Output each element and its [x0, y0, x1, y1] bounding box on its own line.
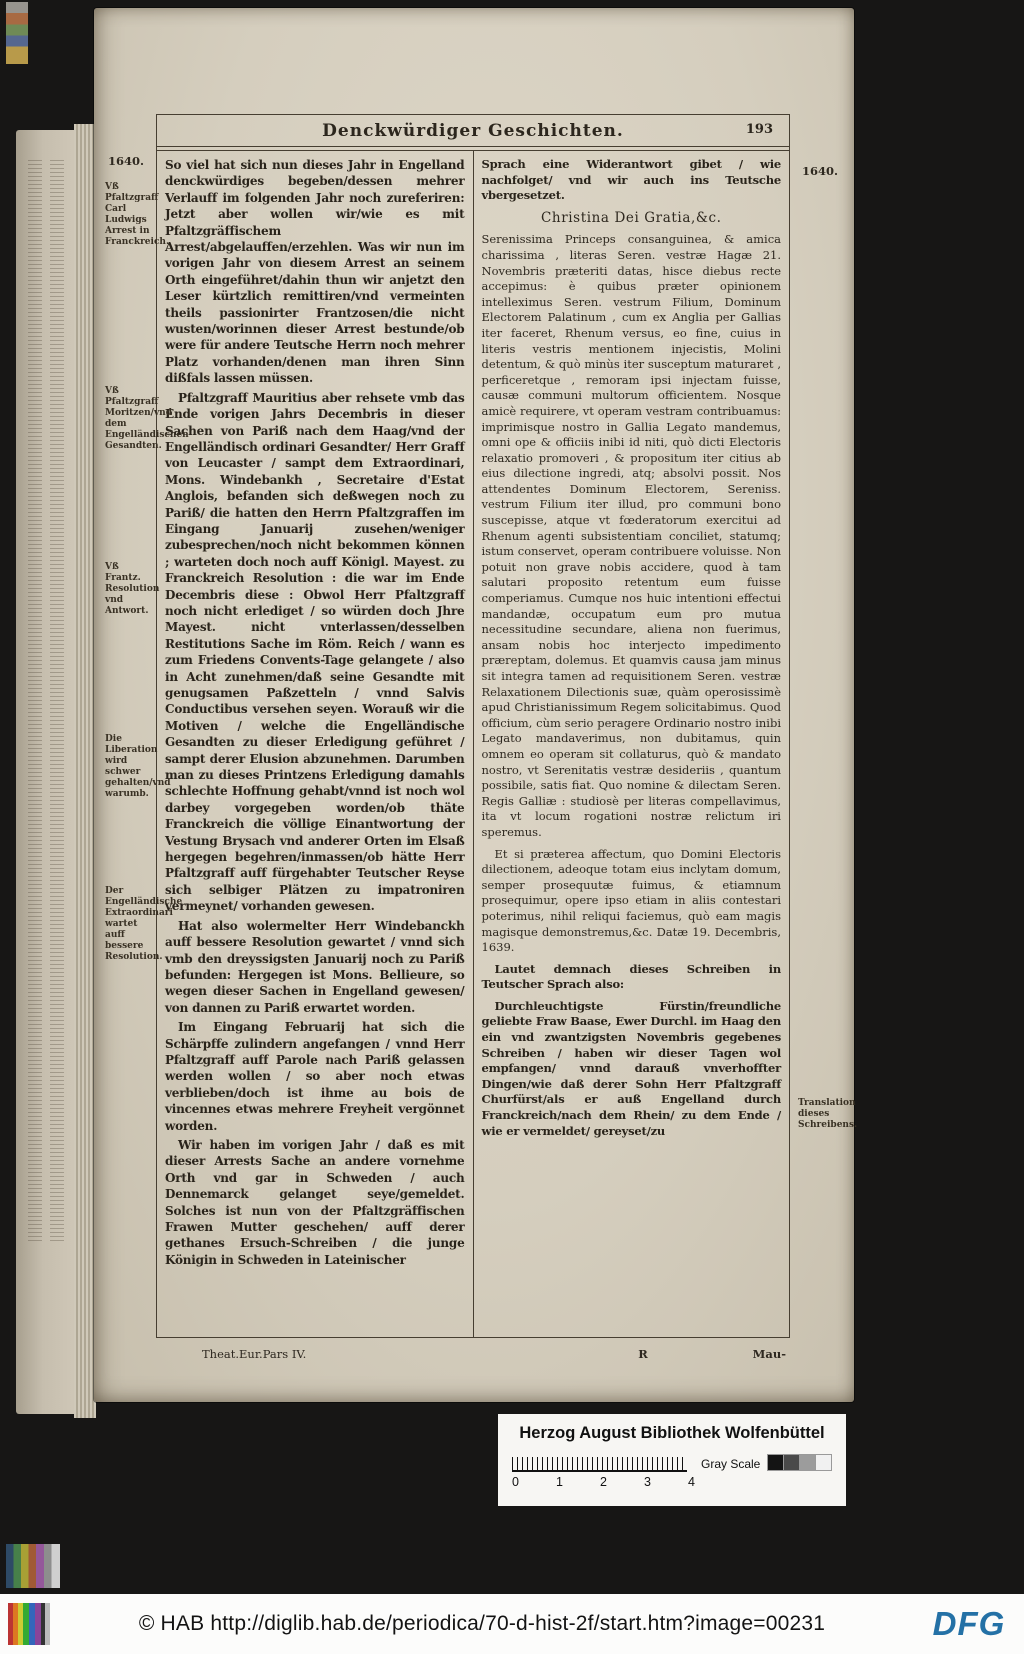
gray-scale-patches: [768, 1454, 832, 1472]
right-margin: [790, 114, 858, 1366]
library-color-plate: [498, 1414, 846, 1506]
margin-year-left: 1640.: [108, 154, 145, 168]
gray-scale-row: [512, 1454, 832, 1472]
color-calibration-strip-top: [6, 2, 28, 64]
left-text-column: [157, 151, 473, 1337]
gray-patch: [815, 1454, 832, 1471]
ruler-ticks: [512, 1457, 687, 1472]
ghost-text-column: [50, 160, 64, 1244]
ruler-number: 3: [644, 1475, 651, 1489]
paragraph: Et si præterea affectum, quo Domini Electoris dilectionem, adeoque totam eius inclytam domum, semper prosequutæ fuimus, & etiamnum prosequimur, opere ipso etiam in aliis contestari poterimus, nihil reliqui faciemus, quò eam magis magisque demonstremus,&c. Datæ 19. Decembris, 1639.: [481, 846, 781, 955]
paragraph: Serenissima Princeps consanguinea, & amica charissima , literas Seren. vestræ Hagæ 21. Novembris præteriti datas, hisce diebus recte accepimus: è quibus præter opinionem intelleximus Seren. vestrum Filium, Dominum Electorem Palatinum , cum ex Anglia per Gallias iter faceret, Rhenum versus, eo fine, cuius in literis vestris mentionem injecistis, Molini detentum, & quò minùs iter susceptum maturaret , perficeretque , remoram ipsi injectam fuisse, causæ communi multorum officientem. Nosque amicè requirere, vt operam vestram contribuamus: imprimisque nostro in Gallia Legato mandemus, omni ope & officiis inibi id niti, quò dicti Electoris relaxatio promoveri , & propositum iter citius ab eius dilectione ingredi, atq; absolvi possit. Nos attendentes Dominum Electorem, Sereniss. vestrum Filium iter illud, pro communi bono suscepisse, atque vt fœderatorum exercitui ad Rhenum agenti subsistentiam conciliet, statumq; istum conservet, operam contribuere voluisse. Non potuit non grave nobis accidere, quod à tam salutari proposito retentum eum fuisse comperiamus. Cumque nos huic intentioni effectui mandandæ, occupatum eum pro mutua necessitudine secundare, aliena non fuerimus, ansam nobis hoc interjecto impedimento præreptam, dolemus. Et quamvis causa jam minus sit integra tamen ad requisitionem Seren. vestræ Relaxationem Dilectionis suæ, quàm operosissimè apud Christianissimum Regem solicitabimus. Quod officium, cùm serio peragere Ordinario nostro inibi Legato mandaverimus, non dubitamus, quin omnem eo operam sit collaturus, quò & mandato nostro, vt Serenitatis vestræ desideriis , quantum possibile, satis fiat. Quo nomine & dilectam Seren. Regis Galliæ : studiosè per literas compellavimus, ita vt locum rogationi nostræ relictum iri speremus.: [481, 232, 781, 839]
page-number: 193: [745, 122, 773, 137]
margin-note: Die Liberation wird schwer gehalten/vnd warumb.: [105, 734, 171, 799]
gray-patch: [783, 1454, 800, 1471]
signature-area: [496, 1347, 790, 1361]
ruler-number: 4: [688, 1475, 695, 1489]
volume-footer: Theat.Eur.Pars IV.: [202, 1347, 307, 1361]
ruler-number: 1: [556, 1475, 563, 1489]
text-columns: [157, 151, 789, 1338]
running-title: Denckwürdiger Geschichten.: [322, 120, 624, 141]
margin-note: Vß Pfaltzgraff Carl Ludwigs Arrest in Franckreich.: [105, 182, 170, 247]
copyright-url: © HAB http://diglib.hab.de/periodica/70-d-hist-2f/start.htm?image=00231: [138, 1612, 826, 1635]
scanned-page: [94, 8, 858, 1402]
left-margin: [100, 114, 189, 1366]
paragraph: Im Eingang Februarij hat sich die Schärpffe zulindern angefangen / vnnd Herr Pfaltzgraff auff Parole nach Pariß gelassen werden wollen / so aber noch etwas verblieben/doch ist ihme au bois de vincennes etwas mehrere Freyheit vergönnet worden.: [165, 1020, 465, 1133]
margin-note: Vß Frantz. Resolution vnd Antwort.: [105, 562, 160, 616]
paragraph: So viel hat sich nun dieses Jahr in Engelland denckwürdiges begeben/dessen mehrer Verlauff im folgenden Jahr noch zureferiren: Jetzt aber wollen wir/wie es mit Pfaltzgräffischem Arrest/abgelauffen/erzehlen. Was wir nun im vorigen Jahr von diesem Arrest an seinem Orth eingeführet/dahin thun wir anjetzt den Leser kürtzlich remittiren/vnd vermeinten theils passionirter Frantzosen/die nicht wusten/worinnen dieser Arrest bestunde/ob were für andere Teutsche Herrn noch mehrer Platz vorhanden/denen man ihren Sinn dißfals lassen müssen.: [165, 158, 465, 386]
text-frame: [156, 114, 790, 1366]
paragraph: Lautet demnach dieses Schreiben in Teutscher Sprach also:: [481, 961, 781, 992]
color-bar-icon: [8, 1603, 50, 1645]
margin-year-right: 1640.: [802, 164, 839, 178]
ghost-text-column: [28, 160, 42, 1244]
dfg-logo: DFG: [932, 1605, 1006, 1642]
ruler-number: 2: [600, 1475, 607, 1489]
catchword: Mau-: [752, 1347, 786, 1361]
gray-patch: [799, 1454, 816, 1471]
letter-heading: Christina Dei Gratia,&c.: [540, 209, 722, 226]
ruler-numbers: [512, 1475, 695, 1489]
paragraph: Hat also wolermelter Herr Windebanckh auff bessere Resolution gewartet / vnnd sich vmb den dreyssigsten Januarij noch zu Pariß befunden: Hergegen ist Mons. Bellieure, so wegen dieser Sachen in Engelland gewesen/ von dannen zu Pariß erwartet worden.: [165, 918, 465, 1015]
paragraph: Wir haben im vorigen Jahr / daß es mit dieser Arrests Sache an andere vornehme Orth vnd gar in Schweden / auch Dennemarck gelanget seye/gemeldet. Solches ist nun von der Pfaltzgräffischen Frawen Mutter geschehen/ auff derer gethanes Ersuch-Schreiben / die junge Königin in Schweden in Lateinischer: [165, 1137, 465, 1267]
book-page-edges: [74, 124, 96, 1418]
margin-note: Vß Pfaltzgraff Moritzen/vnd dem Engelländischen Gesandten.: [105, 386, 189, 451]
signature-mark: R: [638, 1347, 648, 1361]
library-name: Herzog August Bibliothek Wolfenbüttel: [519, 1424, 825, 1442]
right-text-column: [474, 151, 790, 1337]
margin-note: Translation dieses Schreibens.: [798, 1098, 858, 1130]
paragraph: Durchleuchtigste Fürstin/freundliche geliebte Fraw Baase, Ewer Durchl. im Haag den ein vnd zwantzigsten Novembris gegebenes Schreiben / haben wir dieser Tagen wol empfangen/ vnnd darauß vnverhoffter Dingen/wie daß derer Sohn Herr Pfaltzgraff Churfürst/als er auß Engelland durch Franckreich/nach dem Rhein/ zu dem Ende / wie er vermeldet/ gereyset/zu: [481, 998, 781, 1138]
paragraph: Pfaltzgraff Mauritius aber rehsete vmb das Ende vorigen Jahrs Decembris in dieser Sachen von Pariß nach dem Haag/vnd der Engelländisch ordinari Gesandter/ Herr Graff von Leucaster / sampt dem Extraordinari, Mons. Windebankh , Secretaire d'Estat Anglois, befanden sich deßwegen noch zu Pariß/ die hatten den Herrn Pfaltzgraffen im Eingang Januarij zusehen/weniger zubesprechen/noch nicht bekommen können ; warteten doch noch auff Königl. Mayest. zu Franckreich Resolution : die war im Ende Decembris diese : Obwol Herr Pfaltzgraff noch nicht erlediget / so würden doch Jhre Mayest. nicht vnterlassen/desselben Restitutions Sache im Röm. Reich / wann es zum Friedens Convents-Tage gelangete / also in Acht zunehmen/daß seine Gesandte mit genugsamen Paßzetteln / vnnd Salvis Conductibus versehen seyen. Worauß wir die Motiven / welche die Engelländische Gesandten zu dieser Erledigung geführet / sampt derer Elusion abzunehmen. Darumben man zu dieses Printzens Erledigung damahls schlechte Hoffnung gehabt/vnnd ist noch wol darbey vorgegeben worden/ob thäte Franckreich die völlige Einantwortung der Vestung Brysach vnd anderer Orten im Elsaß hergegen begehren/inmassen/ob hätte Herr Pfaltzgraff auff fürgehabter Teutscher Reyse sich selbiger Plätzen zu impatroniren vermeynet/ vorhanden gewesen.: [165, 390, 465, 914]
page-footer-row: [156, 1338, 790, 1366]
margin-note: Der Engelländische Extraordinari wartet auff bessere Resolution.: [105, 886, 183, 962]
gray-patch: [767, 1454, 784, 1471]
color-calibration-strip-bottom: [6, 1544, 60, 1588]
left-partial-page: [16, 130, 76, 1414]
printed-area: [100, 114, 858, 1366]
frame-box: [156, 114, 790, 1338]
paragraph: Sprach eine Widerantwort gibet / wie nachfolget/ vnd wir auch ins Teutsche vbergesetzet.: [481, 157, 781, 203]
ruler-number: 0: [512, 1475, 519, 1489]
page-header: [157, 115, 789, 146]
footer-bar: [0, 1594, 1024, 1654]
gray-scale-label: Gray Scale: [701, 1457, 761, 1471]
